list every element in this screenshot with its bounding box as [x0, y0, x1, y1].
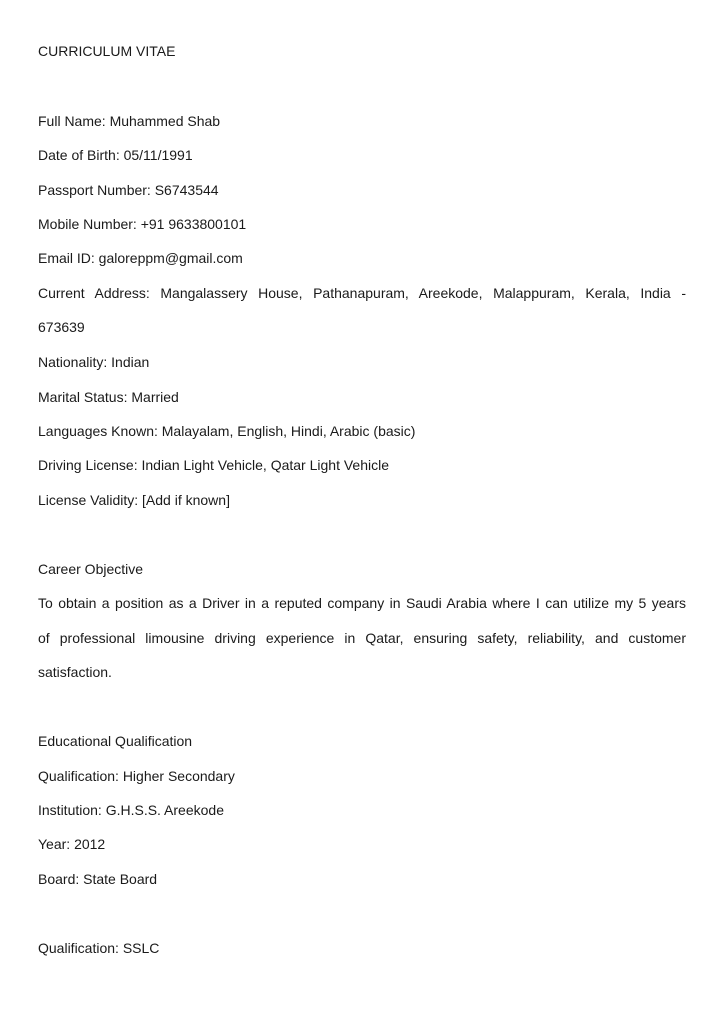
- year: Year: 2012: [38, 836, 106, 852]
- driving-license: Driving License: Indian Light Vehicle, Qatar Light Vehicle: [38, 457, 389, 473]
- email-id: Email ID: galoreppm@gmail.com: [38, 250, 243, 266]
- career-objective-line-2: of professional limousine driving experience in Qatar, ensuring safety, reliability, and customer: [38, 630, 686, 646]
- nationality: Nationality: Indian: [38, 354, 150, 370]
- marital-status: Marital Status: Married: [38, 389, 179, 405]
- document-title: CURRICULUM VITAE: [38, 43, 176, 59]
- institution: Institution: G.H.S.S. Areekode: [38, 802, 224, 818]
- career-objective-line-1: To obtain a position as a Driver in a reputed company in Saudi Arabia where I can utilize my 5 years: [38, 595, 686, 611]
- passport-number: Passport Number: S6743544: [38, 182, 219, 198]
- current-address-line-1: Current Address: Mangalassery House, Pathanapuram, Areekode, Malappuram, Kerala, India -: [38, 285, 686, 301]
- languages-known: Languages Known: Malayalam, English, Hindi, Arabic (basic): [38, 423, 416, 439]
- mobile-number: Mobile Number: +91 9633800101: [38, 216, 247, 232]
- current-address-line-2: 673639: [38, 319, 85, 335]
- education-heading: Educational Qualification: [38, 733, 193, 749]
- cv-page: [38, 0, 686, 1024]
- date-of-birth: Date of Birth: 05/11/1991: [38, 147, 193, 163]
- board: Board: State Board: [38, 871, 158, 887]
- qualification: Qualification: Higher Secondary: [38, 768, 235, 784]
- full-name: Full Name: Muhammed Shab: [38, 113, 221, 129]
- license-validity: License Validity: [Add if known]: [38, 492, 230, 508]
- career-objective-line-3: satisfaction.: [38, 664, 112, 680]
- qualification: Qualification: SSLC: [38, 940, 160, 956]
- career-objective-heading: Career Objective: [38, 561, 144, 577]
